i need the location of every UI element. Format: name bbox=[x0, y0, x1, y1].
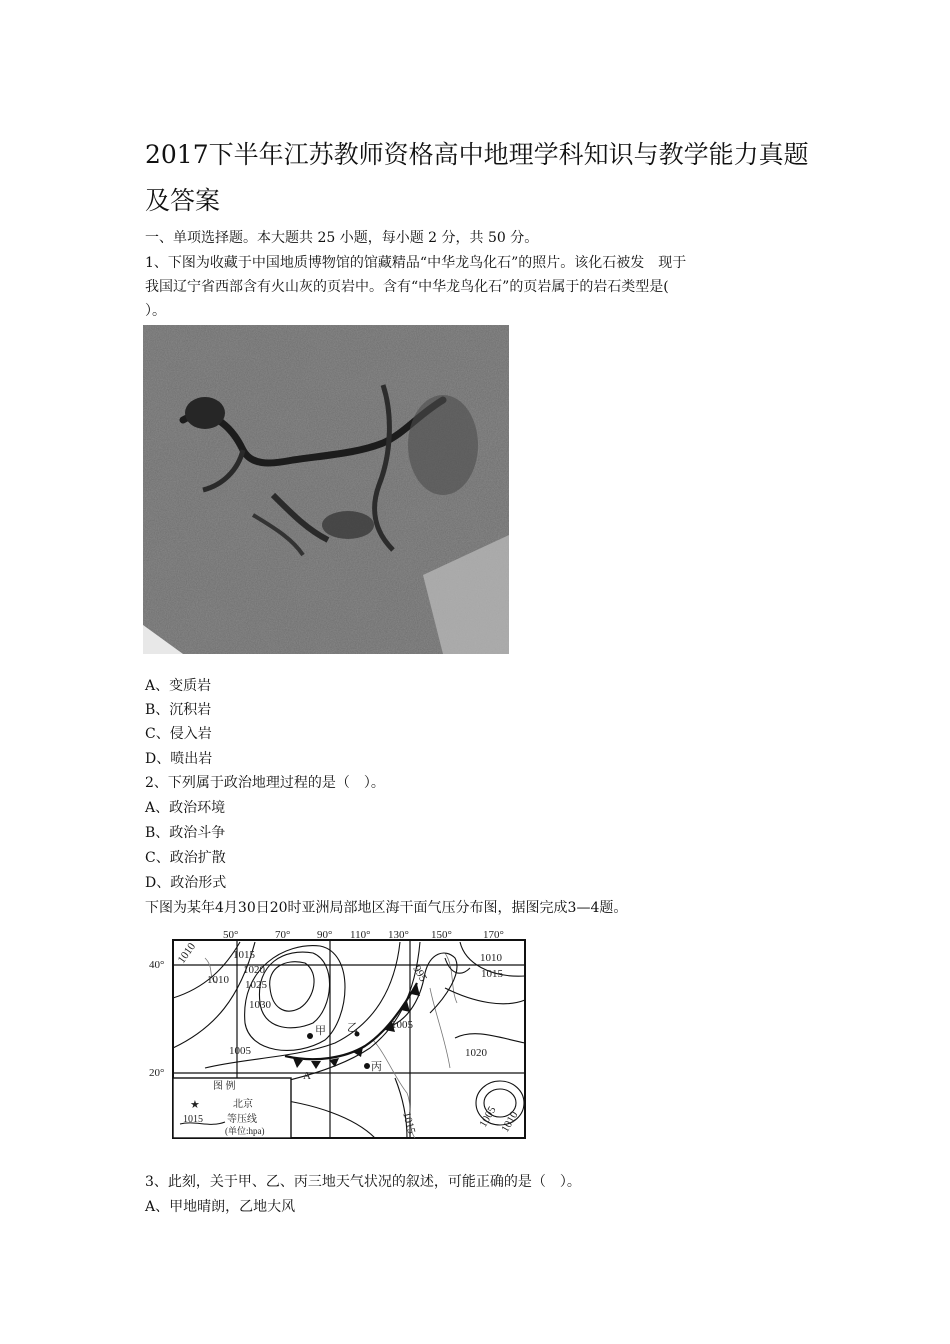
longitude-label: 150° bbox=[431, 929, 452, 941]
isobar-label: 1015 bbox=[233, 949, 255, 961]
legend-unit: (单位:hpa) bbox=[225, 1126, 265, 1136]
front-triangle bbox=[311, 1061, 321, 1069]
place-label-jia: 甲 bbox=[315, 1025, 326, 1037]
q2-option-a: A、政治环境 bbox=[145, 800, 226, 816]
place-dot-jia bbox=[307, 1033, 313, 1039]
isobar-label: 1005 bbox=[229, 1045, 251, 1057]
latitude-label: 40° bbox=[149, 959, 165, 971]
isobar-label: 995 bbox=[410, 963, 430, 984]
longitude-label: 130° bbox=[388, 929, 409, 941]
isobar-label: 1010 bbox=[480, 952, 502, 964]
longitude-label: 90° bbox=[317, 929, 333, 941]
section-intro: 一、单项选择题。本大题共 25 小题，每小题 2 分，共 50 分。 bbox=[145, 230, 539, 246]
isobar-map bbox=[145, 928, 530, 1143]
isobar-label: 1010 bbox=[499, 1109, 521, 1135]
isobar-label: 1015 bbox=[400, 1110, 418, 1136]
legend-isobar: 等压线 bbox=[227, 1114, 257, 1125]
legend-beijing: 北京 bbox=[233, 1099, 253, 1110]
isobar-label: 1030 bbox=[249, 999, 271, 1011]
q2-option-d: D、政治形式 bbox=[145, 875, 227, 891]
legend-title: 图 例 bbox=[213, 1081, 236, 1092]
q1-stem-line-1: 1、下图为收藏于中国地质博物馆的馆藏精品“中华龙鸟化石”的照片。该化石被发 现于 bbox=[145, 255, 687, 271]
q1-option-a: A、变质岩 bbox=[145, 678, 212, 694]
isobar-line bbox=[270, 962, 314, 1011]
map-legend bbox=[173, 1078, 291, 1138]
star-icon: ★ bbox=[190, 1099, 200, 1111]
q1-option-b: B、沉积岩 bbox=[145, 702, 212, 718]
q2-option-b: B、政治斗争 bbox=[145, 825, 226, 841]
place-dot-bing bbox=[364, 1063, 370, 1069]
place-label-yi: 乙 bbox=[347, 1022, 358, 1034]
q2-option-c: C、政治扩散 bbox=[145, 850, 226, 866]
q1-stem-line-3: ）。 bbox=[145, 303, 166, 319]
isobar-label: 1005 bbox=[477, 1104, 499, 1130]
longitude-label: 170° bbox=[483, 929, 504, 941]
latitude-labels bbox=[149, 959, 164, 1079]
isobar-label: 1015 bbox=[481, 968, 503, 980]
document-title: 2017下半年江苏教师资格高中地理学科知识与教学能力真题及答案 bbox=[145, 140, 809, 215]
place-label-bing: 丙 bbox=[371, 1061, 382, 1073]
q1-stem-line-2: 我国辽宁省西部含有火山灰的页岩中。含有“中华龙鸟化石”的页岩属于的岩石类型是( bbox=[145, 279, 669, 295]
isobar-label: 1020 bbox=[465, 1047, 487, 1059]
isobar-label: 1025 bbox=[245, 979, 267, 991]
longitude-label: 70° bbox=[275, 929, 291, 941]
isobar-label: 1010 bbox=[207, 974, 229, 986]
isobar-label: 1005 bbox=[391, 1019, 413, 1031]
longitude-label: 110° bbox=[350, 929, 371, 941]
isobar-label: 1020 bbox=[243, 964, 265, 976]
q2-stem: 2、下列属于政治地理过程的是（ ）。 bbox=[145, 775, 385, 791]
place-label-a: A bbox=[303, 1070, 311, 1082]
isobar-line bbox=[455, 1034, 525, 1043]
isobar-label: 1010 bbox=[175, 940, 199, 966]
q1-option-d: D、喷出岩 bbox=[145, 751, 213, 767]
latitude-label: 20° bbox=[149, 1067, 165, 1079]
legend-isobar-sample: 1015 bbox=[183, 1114, 203, 1125]
map-intro: 下图为某年4月30日20时亚洲局部地区海干面气压分布图，据图完成3—4题。 bbox=[145, 900, 628, 916]
q3-stem: 3、此刻，关于甲、乙、丙三地天气状况的叙述，可能正确的是（ ）。 bbox=[145, 1174, 581, 1190]
longitude-label: 50° bbox=[223, 929, 239, 941]
q3-option-a: A、甲地晴朗，乙地大风 bbox=[145, 1199, 296, 1215]
isobar-line bbox=[445, 988, 525, 1004]
q1-option-c: C、侵入岩 bbox=[145, 726, 212, 742]
fossil-photo bbox=[143, 325, 509, 654]
